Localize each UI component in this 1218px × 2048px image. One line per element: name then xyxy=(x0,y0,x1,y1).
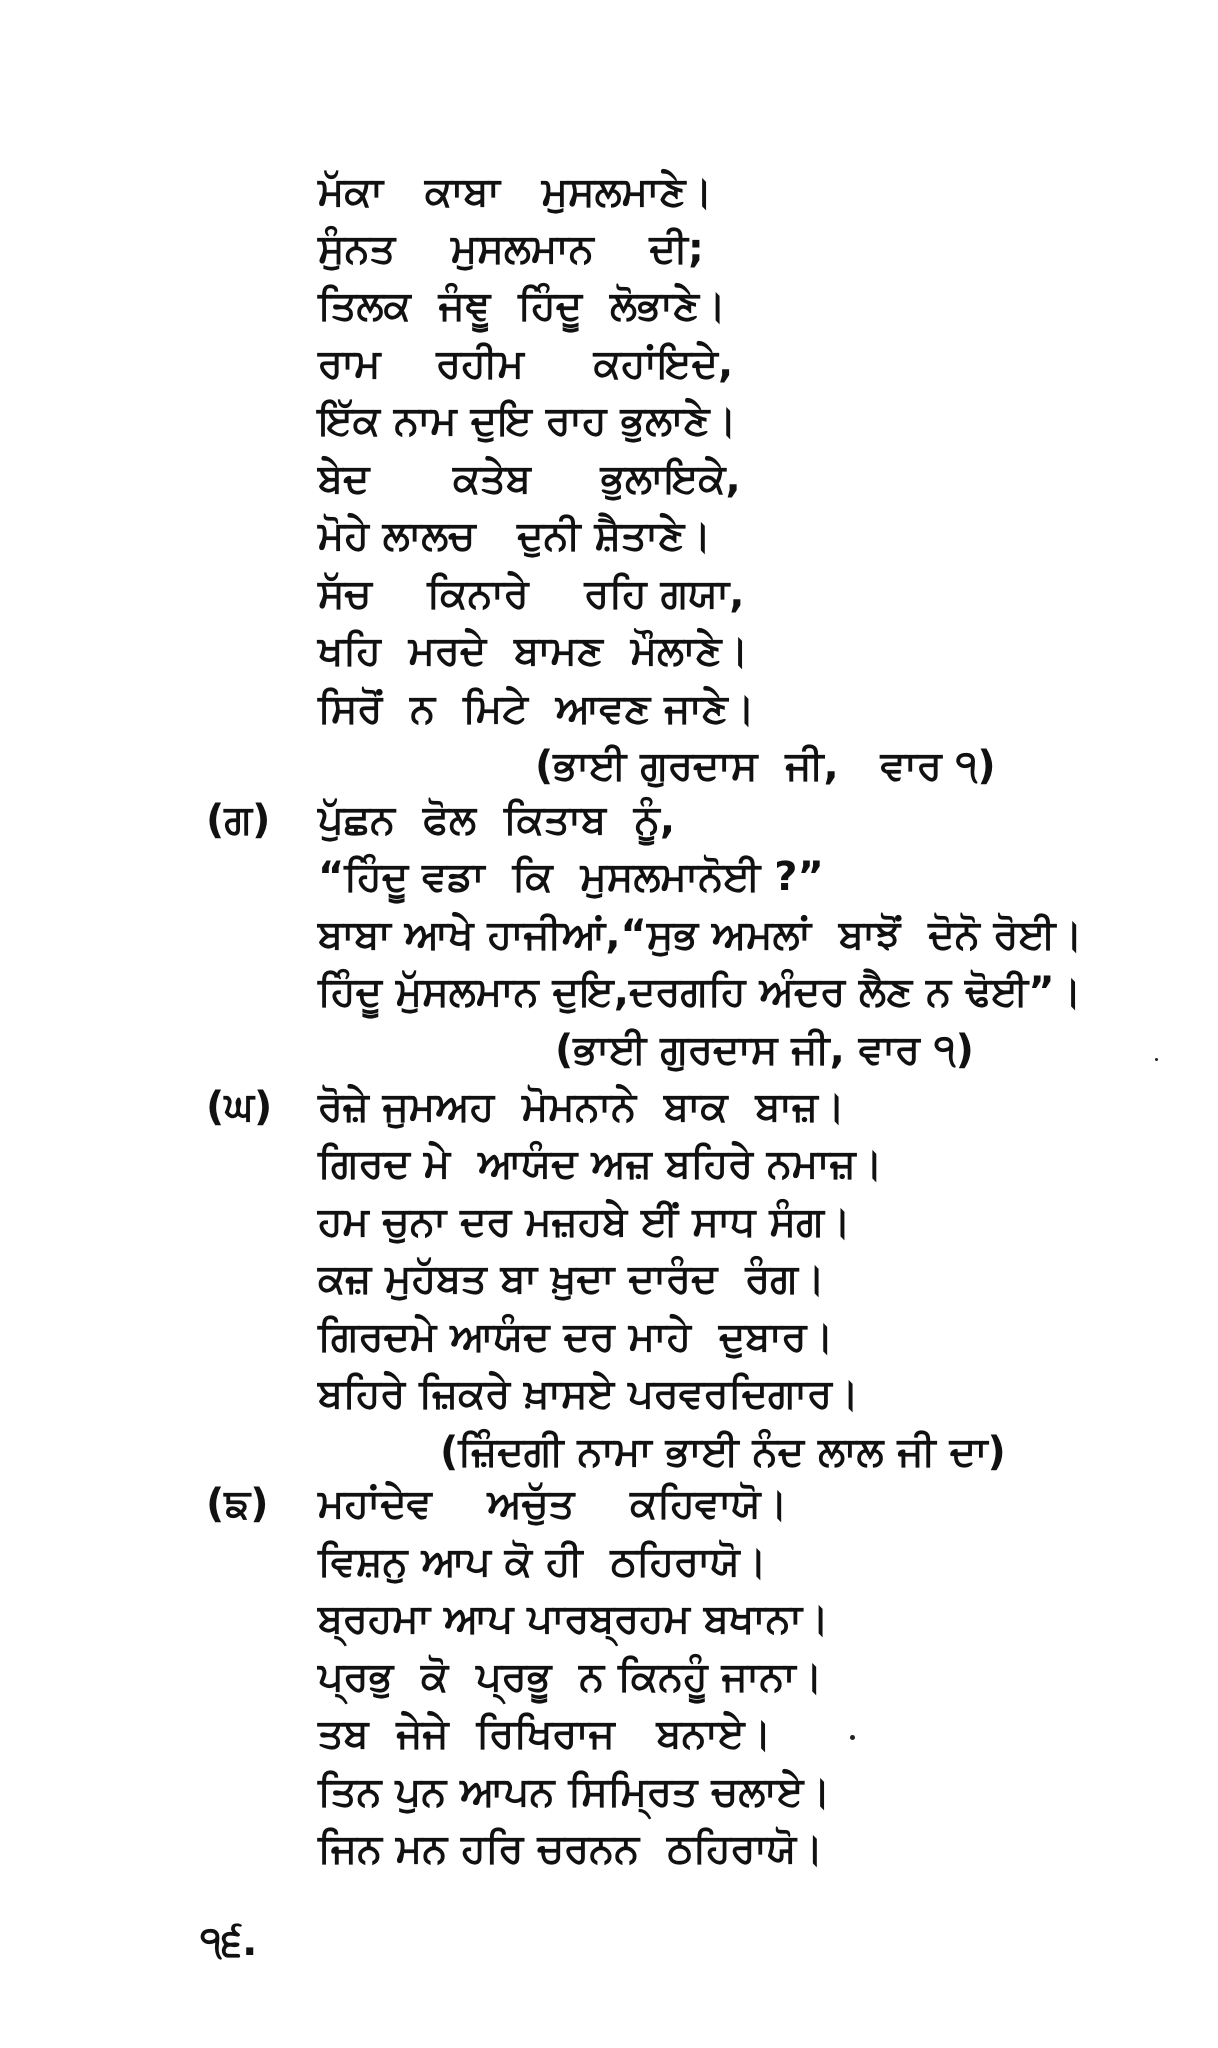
section-marker: (ਘ) xyxy=(206,1084,273,1130)
citation: (ਜ਼ਿੰਦਗੀ ਨਾਮਾ ਭਾਈ ਨੰਦ ਲਾਲ ਜੀ ਦਾ) xyxy=(440,1429,1006,1475)
verse-line: ਸੁੰਨਤ ਮੁਸਲਮਾਨ ਦੀ; xyxy=(318,226,704,272)
section-marker: (ਗ) xyxy=(206,797,271,843)
citation: (ਭਾਈ ਗੁਰਦਾਸ ਜੀ, ਵਾਰ ੧) xyxy=(555,1027,974,1073)
verse-line: ਸੱਚ ਕਿਨਾਰੇ ਰਹਿ ਗਯਾ, xyxy=(318,571,745,617)
verse-line: ਹਿੰਦੂ ਮੁੱਸਲਮਾਨ ਦੁਇ,ਦਰਗਹਿ ਅੰਦਰ ਲੈਣ ਨ ਢੋਈ”। xyxy=(318,969,1082,1015)
verse-line: ਬਹਿਰੇ ਜ਼ਿਕਰੇ ਖ਼ਾਸਏ ਪਰਵਰਦਿਗਾਰ। xyxy=(318,1371,859,1417)
verse-line: ਪੁੱਛਨ ਫੋਲ ਕਿਤਾਬ ਨੂੰ, xyxy=(318,797,676,843)
speck xyxy=(850,1735,855,1740)
verse-line: ਗਿਰਦ ਮੇ ਆਯੰਦ ਅਜ਼ ਬਹਿਰੇ ਨਮਾਜ਼। xyxy=(318,1141,883,1187)
verse-line: ਤਬ ਜੇਜੇ ਰਿਖਿਰਾਜ ਬਨਾਏ। xyxy=(318,1711,772,1757)
verse-line: ਤਿਲਕ ਜੰਞੂ ਹਿੰਦੂ ਲੋਭਾਣੇ। xyxy=(318,283,726,329)
verse-line: ਮੱਕਾ ਕਾਬਾ ਮੁਸਲਮਾਣੇ। xyxy=(318,169,713,215)
verse-line: ਖਹਿ ਮਰਦੇ ਬਾਮਣ ਮੌਲਾਣੇ। xyxy=(318,628,749,674)
verse-line: ਪ੍ਰਭੁ ਕੋ ਪ੍ਰਭੂ ਨ ਕਿਨਹੂੰ ਜਾਨਾ। xyxy=(318,1654,823,1700)
verse-line: ਬ੍ਰਹਮਾ ਆਪ ਪਾਰਬ੍ਰਹਮ ਬਖਾਨਾ। xyxy=(318,1596,830,1642)
verse-line: ਗਿਰਦਮੇ ਆਯੰਦ ਦਰ ਮਾਹੇ ਦੁਬਾਰ। xyxy=(318,1314,834,1360)
verse-line: ਰਾਮ ਰਹੀਮ ਕਹਾਂਇਦੇ, xyxy=(318,341,734,387)
verse-line: ਜਿਨ ਮਨ ਹਰਿ ਚਰਨਨ ਠਹਿਰਾਯੋ। xyxy=(318,1826,824,1872)
verse-line: ਬੇਦ ਕਤੇਬ ਭੁਲਾਇਕੇ, xyxy=(318,456,741,502)
verse-line: ਕਜ਼ ਮੁਹੱਬਤ ਬਾ ਖ਼ੁਦਾ ਦਾਰੰਦ ਰੰਗ। xyxy=(318,1256,825,1302)
verse-line: ਤਿਨ ਪੁਨ ਆਪਨ ਸਿਮ੍ਰਿਤ ਚਲਾਏ। xyxy=(318,1769,831,1815)
verse-line: ਹਮ ਚੁਨਾ ਦਰ ਮਜ਼ਹਬੇ ਈਂ ਸਾਧ ਸੰਗ। xyxy=(318,1199,851,1245)
verse-line: ਸਿਰੋਂ ਨ ਮਿਟੇ ਆਵਣ ਜਾਣੇ। xyxy=(318,686,755,732)
section-marker: (ਙ) xyxy=(206,1481,269,1527)
verse-line: ਮੋਹੇ ਲਾਲਚ ਦੁਨੀ ਸ਼ੈਤਾਣੇ। xyxy=(318,513,712,559)
citation: (ਭਾਈ ਗੁਰਦਾਸ ਜੀ, ਵਾਰ ੧) xyxy=(535,743,996,789)
verse-line: ਰੋਜ਼ੇ ਜੁਮਅਹ ਮੋਮਨਾਨੇ ਬਾਕ ਬਾਜ਼। xyxy=(318,1084,845,1130)
speck xyxy=(1155,1058,1158,1061)
verse-line: ਮਹਾਂਦੇਵ ਅਚੁੱਤ ਕਹਿਵਾਯੋ। xyxy=(318,1481,788,1527)
verse-line: “ਹਿੰਦੂ ਵਡਾ ਕਿ ਮੁਸਲਮਾਨੋਈ ?” xyxy=(318,854,824,900)
page-number: ੧੬. xyxy=(200,1919,258,1965)
verse-line: ਬਾਬਾ ਆਖੇ ਹਾਜੀਆਂ,“ਸੁਭ ਅਮਲਾਂ ਬਾਝੋਂ ਦੋਨੋ ਰੋਈ। xyxy=(318,912,1083,958)
verse-line: ਵਿਸ਼ਨੁ ਆਪ ਕੋ ਹੀ ਠਹਿਰਾਯੋ। xyxy=(318,1539,767,1585)
verse-line: ਇੱਕ ਨਾਮ ਦੁਇ ਰਾਹ ਭੁਲਾਣੇ। xyxy=(318,398,737,444)
